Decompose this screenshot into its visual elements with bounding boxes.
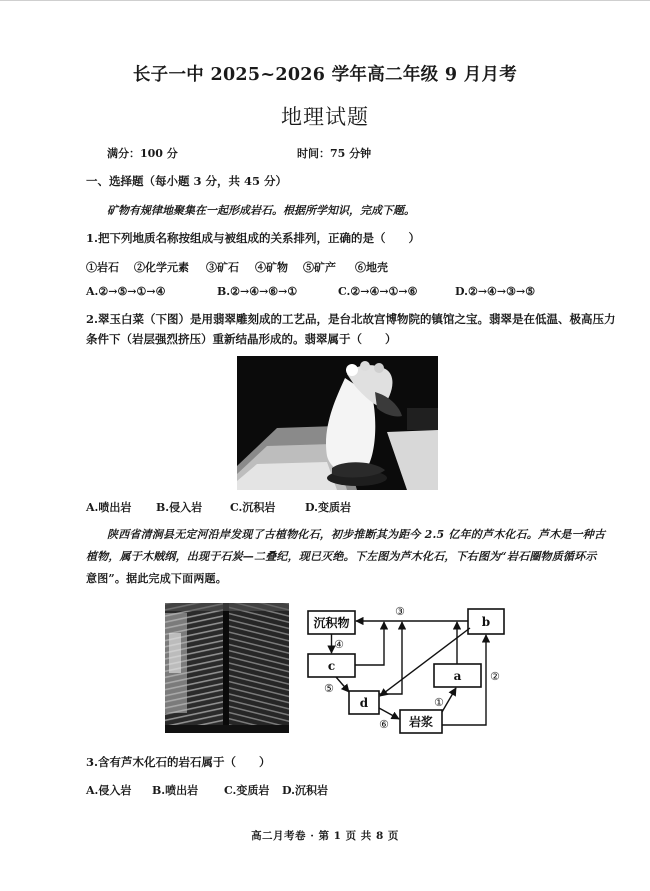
exam-time: 时间：75 分钟 <box>297 147 372 160</box>
option-b[interactable]: B.侵入岩 <box>156 501 203 514</box>
page-top-edge <box>0 0 650 1</box>
exam-title: 长子一中 2025~2026 学年高二年级 9 月月考 <box>132 65 518 85</box>
label-4: ④ <box>334 638 344 651</box>
question-2-stem-line2: 条件下（岩层强烈挤压）重新结晶形成的。翡翠属于（ ） <box>86 332 397 346</box>
box-b <box>468 609 504 634</box>
rock-cycle-diagram <box>296 600 516 740</box>
item: ②化学元素 <box>134 261 189 274</box>
svg-text:a: a <box>453 669 462 683</box>
svg-text:c: c <box>327 659 336 673</box>
box-d <box>349 691 379 714</box>
option-a[interactable]: A.喷出岩 <box>86 501 132 514</box>
section-heading: 一、选择题（每小题 3 分，共 45 分） <box>86 174 288 188</box>
box-c <box>308 654 355 677</box>
label-1: ① <box>434 696 444 709</box>
option-c[interactable]: C.②→④→①→⑥ <box>338 285 418 298</box>
jadeite-cabbage-photo <box>237 356 438 490</box>
option-c[interactable]: C.沉积岩 <box>230 501 276 514</box>
calamites-fossil-photo <box>165 603 289 733</box>
box-a <box>434 664 481 687</box>
svg-text:岩浆: 岩浆 <box>408 715 434 729</box>
item: ③矿石 <box>206 261 239 274</box>
question-1-stem: 1.把下列地质名称按组成与被组成的关系排列，正确的是（ ） <box>86 231 421 245</box>
label-3: ③ <box>395 605 405 618</box>
label-5: ⑤ <box>324 682 334 695</box>
box-sediment <box>308 611 355 634</box>
page-footer: 高二月考卷 · 第 1 页 共 8 页 <box>251 830 399 842</box>
section-intro: 矿物有规律地聚集在一起形成岩石。根据所学知识，完成下题。 <box>107 204 415 217</box>
option-b[interactable]: B.喷出岩 <box>152 784 199 797</box>
passage-line2: 植物，属于木贼纲，出现于石炭—二叠纪，现已灭绝。下左图为芦木化石，下右图为“岩石圈物质循环示 <box>86 550 597 563</box>
box-magma <box>400 710 442 733</box>
label-2: ② <box>490 670 500 683</box>
item: ①岩石 <box>86 261 119 274</box>
option-d[interactable]: D.沉积岩 <box>282 784 328 797</box>
label-6: ⑥ <box>379 718 389 731</box>
svg-text:d: d <box>359 696 369 710</box>
option-b[interactable]: B.②→④→⑥→① <box>217 285 298 298</box>
option-d[interactable]: D.变质岩 <box>305 501 351 514</box>
question-3-stem: 3.含有芦木化石的岩石属于（ ） <box>86 755 271 769</box>
item: ④矿物 <box>255 261 288 274</box>
passage-line3: 意图”。据此完成下面两题。 <box>86 572 227 585</box>
item: ⑤矿产 <box>303 261 336 274</box>
svg-text:沉积物: 沉积物 <box>313 616 350 630</box>
svg-text:b: b <box>481 615 491 629</box>
option-a[interactable]: A.②→⑤→①→④ <box>86 285 166 298</box>
passage-line1: 陕西省清涧县无定河沿岸发现了古植物化石，初步推断其为距今 2.5 亿年的芦木化石。芦木是一种古 <box>107 528 606 541</box>
question-2-stem-line1: 2.翠玉白菜（下图）是用翡翠雕刻成的工艺品，是台北故宫博物院的镇馆之宝。翡翠是在低温、极高压力 <box>86 312 616 326</box>
item: ⑥地壳 <box>355 261 388 274</box>
full-score: 满分：100 分 <box>107 147 178 160</box>
option-c[interactable]: C.变质岩 <box>224 784 270 797</box>
exam-subject: 地理试题 <box>281 105 369 129</box>
option-a[interactable]: A.侵入岩 <box>86 784 132 797</box>
option-d[interactable]: D.②→④→③→⑤ <box>455 285 536 298</box>
